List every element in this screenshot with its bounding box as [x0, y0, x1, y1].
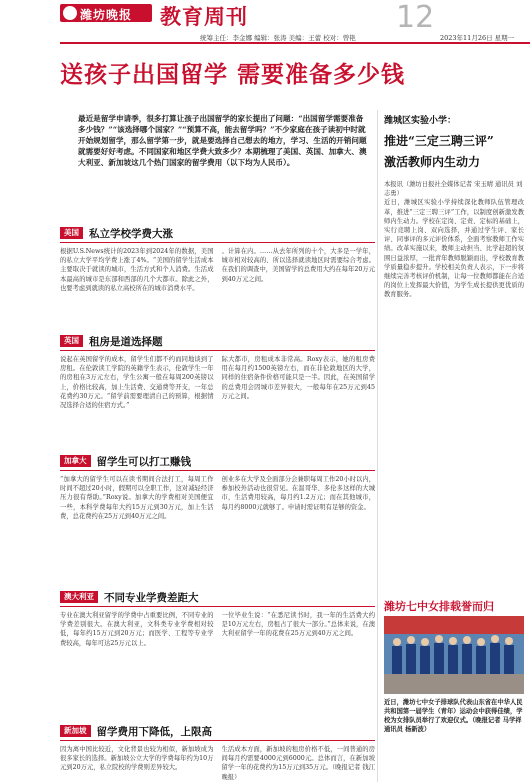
logo-emblem-icon	[63, 6, 77, 20]
section-rule	[60, 606, 375, 607]
side-article-body: 近日，潍城区实验小学持续深化教师队伍管理改革，推进“三定三聘三评”工作，以制度创新激发教师内生动力。学校在定岗、定责、定标的基础上，实行竞聘上岗、双向选择，并通过学生评、家长评、同事评的多元评价体系，全面考察教师工作实绩。改革实施以来，教师主动担当、比学赶超的氛围日益浓厚，一批青年教师脱颖而出，学校教育教学质量稳步提升。学校相关负责人表示，下一步将继续完善考核评价机制，让每一位教师都能在合适的岗位上发挥最大价值，为学生成长提供更优质的教育服务。	[384, 199, 524, 299]
section-text: 生活成本方面，新加坡的租房价格不低，一间普通的房间每月约需要4000元到6000元。总体而言，在新加坡留学一年的花费约为15万元到35万元。（晚报记者 钱江晚报）	[221, 746, 375, 781]
section-heading: 租房是道选择题	[89, 335, 163, 348]
staff-credits: 统筹主任：李金娜 编辑：张涛 美编：王蕾 校对：曾艳	[200, 34, 356, 42]
masthead	[0, 0, 530, 40]
section-rule	[60, 242, 375, 243]
photo-story-title: 潍坊七中女排载誉而归	[384, 600, 494, 613]
page-headline: 送孩子出国留学 需要准备多少钱	[60, 62, 406, 88]
section-text: 根据U.S.News统计的2023年到2024年的数据，美国的私立大学平均学费上涨了4%。“美国的留学生活成本主要取决于就读的城市，生活方式和个人消费。生活成本最高的城市是东部和西部的几个大都市。除此之外，也要考虑到就读的私立高校所在的城市消费水平。	[60, 248, 214, 292]
section-text: 创业多在大学及全面部分会兼职每周工作20小时以内，参加校外活动也很常见。在温哥华、多伦多这样的大城市，生活费用较高，每月约1.2万元；而在其他城市，每月约8000元就够了。申请时需证明有足够的资金。	[221, 476, 375, 511]
section-tag: 美国	[60, 227, 83, 239]
side-article-title: 推进“三定三聘三评”	[384, 134, 494, 148]
side-article	[384, 113, 524, 598]
intro-paragraph: 最近是留学申请季，很多打算让孩子出国留学的家长提出了问题：“出国留学需要准备多少钱？”“该选择哪个国家？”“预算不高，能去留学吗？”不少家庭在孩子读初中时就开始规划留学，那么留学第一步，就是要选择自己想去的地方，学习、生活的开销问题就需要好好考虑。不同国家和地区学费大致多少？本期梳理了美国、英国、加拿大、澳大利亚、新加坡这几个热门国家的留学费用（以下均为人民币）。	[78, 114, 367, 167]
side-article-byline: 本报讯（潍坊日报社全媒体记者 宋玉晴 通讯员 刘志勇）	[384, 181, 523, 198]
section-text: 。计算在内。……从去年所列的十个，大多是一学年，城市相对较高的、所以选择就读地区时需要综合考虑。在我们的调查中，美国留学的总费用大约在每年20万元到40万元之间。	[221, 248, 375, 283]
section-canada	[60, 454, 375, 582]
section-rule	[60, 470, 375, 471]
page-number: 12	[396, 0, 435, 35]
section-heading: 不同专业学费差距大	[104, 591, 199, 604]
masthead-rule	[60, 42, 530, 44]
section-text: 因为离中国比较近，文化背景也较为相似，新加坡成为很多家长的选择。新加坡公立大学的学费每年约为10万元到20万元，私立院校的学费则差异较大。	[60, 746, 214, 772]
section-rule	[60, 350, 375, 351]
issue-date: 2023年11月26日 星期一	[440, 34, 515, 42]
section-tag: 新加坡	[60, 725, 91, 737]
logo-text: 潍坊晚报	[80, 8, 133, 22]
newspaper-logo	[60, 4, 152, 22]
section-text: 说起在英国留学的成本，留学生们都不约而同地谈到了房租。在伦敦读工学院的英籍学生表示，伦敦学生一年的房租在3万元左右，学生公寓一般在每周200英镑以上，价格比较高，加上生活费、交通费等开支，一年总花费约30万元。“留学前需要理清自己的预算，根据情况选择合适的住宿方式。”	[60, 356, 214, 410]
section-australia	[60, 590, 375, 718]
section-tag: 英国	[60, 335, 83, 347]
section-rule	[60, 740, 375, 741]
section-singapore	[60, 724, 375, 782]
section-heading: 私立学校学费大涨	[89, 227, 173, 240]
section-usa	[60, 226, 375, 332]
column-divider	[377, 110, 378, 782]
section-tag: 澳大利亚	[60, 591, 98, 603]
volleyball-team-photo	[384, 616, 524, 694]
section-tag: 加拿大	[60, 455, 91, 467]
section-text: 专业在澳大利亚留学的学费中占重要比例，不同专业的学费差别很大。在澳大利亚，文科类专业学费相对较低，每年约15万元到20万元；而医学、工程等专业学费较高，每年可达25万元以上。	[60, 612, 214, 647]
section-text: 际大都市，房租成本非常高。Roxy表示，她的租房费用在每月约1500英镑左右，而在非伦敦地区的大学，同样的住宿条件价格可能只是一半。因此，在英国留学的总费用会因城市差异很大，一般每年在25万元到45万元之间。	[221, 356, 375, 400]
photo-caption: 近日，潍坊七中女子排球队代表山东省在中华人民共和国第一届学生（青年）运动会中获得佳绩，学校为女排队员举行了欢迎仪式。（晚报记者 马学祥 通讯员 杨新波）	[384, 699, 523, 733]
section-heading: 留学费用下降低，上限高	[96, 725, 212, 738]
side-article-kicker: 潍城区实验小学：	[384, 116, 457, 126]
section-text: 一位毕业生说：“在悉尼读书时，我一年的生活费大约是10万元左右，房租占了很大一部分。”总体来说，在澳大利亚留学一年的花费在25万元到40万元之间。	[221, 612, 375, 638]
section-title: 教育周刊	[160, 4, 248, 29]
section-text: “加拿大的留学生可以在读书期间合法打工，每周工作时间不超过20小时，假期可以全职工作，这对减轻经济压力很有帮助。”Roxy说。加拿大的学费相对美国便宜一些，本科学费每年大约15万元到30万元，加上生活费，总花费约在25万元到40万元之间。	[60, 476, 214, 520]
section-heading: 留学生可以打工赚钱	[96, 455, 191, 468]
section-uk	[60, 334, 375, 448]
side-article-subtitle: 激活教师内生动力	[384, 155, 481, 169]
team-photo-illustration	[384, 616, 524, 694]
